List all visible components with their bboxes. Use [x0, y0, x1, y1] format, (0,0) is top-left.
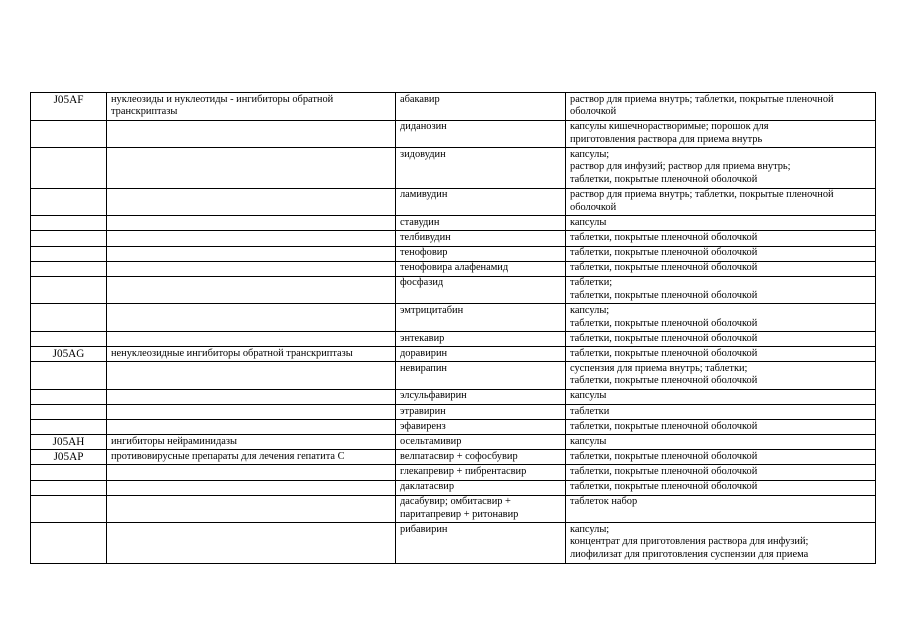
atc-code-cell — [31, 276, 107, 304]
dosage-form-line: капсулы; — [570, 523, 610, 535]
dosage-form-cell — [566, 480, 876, 495]
drug-name-line: рибавирин — [400, 523, 448, 535]
dosage-form-cell — [566, 465, 876, 480]
drug-name-cell — [396, 420, 566, 435]
dosage-form-cell — [566, 347, 876, 362]
table-row — [31, 420, 876, 435]
drug-name-cell — [396, 148, 566, 188]
dosage-form-line: раствор для инфузий; раствор для приема внутрь; — [570, 161, 791, 173]
drug-name-cell — [396, 188, 566, 216]
atc-code-cell — [31, 495, 107, 523]
table-row — [31, 523, 876, 563]
pharmacological-group-cell — [107, 480, 396, 495]
atc-code-cell — [31, 465, 107, 480]
table-row — [31, 362, 876, 390]
atc-code-cell — [31, 216, 107, 231]
table-row — [31, 332, 876, 347]
table-row — [31, 261, 876, 276]
drug-name-cell — [396, 347, 566, 362]
dosage-form-cell — [566, 216, 876, 231]
drug-name-cell — [396, 246, 566, 261]
pharmacological-group-cell — [107, 246, 396, 261]
drug-name-line: невирапин — [400, 362, 447, 374]
atc-code-cell: J05AF — [31, 93, 107, 121]
dosage-form-line: таблетки, покрытые пленочной оболочкой — [570, 231, 758, 243]
table-row — [31, 435, 876, 450]
atc-code-cell — [31, 304, 107, 332]
pharmacological-group-cell — [107, 362, 396, 390]
dosage-form-cell — [566, 420, 876, 435]
pharmacological-group-cell — [107, 420, 396, 435]
dosage-form-cell — [566, 435, 876, 450]
dosage-form-line: таблеток набор — [570, 496, 638, 508]
dosage-form-line: таблетки, покрытые пленочной оболочкой — [570, 420, 758, 432]
pharmacological-group-cell — [107, 389, 396, 404]
drug-name-line: эмтрицитабин — [400, 304, 464, 316]
dosage-form-cell — [566, 523, 876, 563]
pharmacological-group-cell — [107, 231, 396, 246]
drug-list-table — [30, 92, 876, 564]
drug-name-cell — [396, 120, 566, 148]
drug-name-line: глекапревир + пибрентасвир — [400, 465, 527, 477]
dosage-form-line: таблетки, покрытые пленочной оболочкой — [570, 465, 758, 477]
atc-code-cell — [31, 231, 107, 246]
table-row — [31, 148, 876, 188]
drug-name-line: даклатасвир — [400, 481, 455, 493]
atc-code-cell — [31, 120, 107, 148]
table-row — [31, 246, 876, 261]
dosage-form-line: таблетки, покрытые пленочной оболочкой — [570, 247, 758, 259]
dosage-form-line: капсулы; — [570, 148, 610, 160]
drug-name-cell — [396, 480, 566, 495]
table-row — [31, 450, 876, 465]
dosage-form-line: капсулы — [570, 390, 607, 402]
drug-name-cell — [396, 276, 566, 304]
table-row — [31, 347, 876, 362]
pharmacological-group-cell — [107, 304, 396, 332]
drug-name-cell — [396, 389, 566, 404]
atc-code-cell: J05AH — [31, 435, 107, 450]
drug-name-line: доравирин — [400, 347, 448, 359]
table-row — [31, 231, 876, 246]
dosage-form-line: оболочкой — [570, 201, 617, 213]
table-row — [31, 480, 876, 495]
dosage-form-cell — [566, 93, 876, 121]
table-row — [31, 495, 876, 523]
dosage-form-line: суспензия для приема внутрь; таблетки; — [570, 362, 748, 374]
dosage-form-line: таблетки, покрытые пленочной оболочкой — [570, 289, 758, 301]
atc-code-cell — [31, 405, 107, 420]
atc-code-cell — [31, 480, 107, 495]
pharmacological-group-cell — [107, 465, 396, 480]
dosage-form-cell — [566, 148, 876, 188]
dosage-form-line: приготовления раствора для приема внутрь — [570, 133, 763, 145]
pharmacological-group-cell — [107, 332, 396, 347]
dosage-form-line: капсулы — [570, 435, 607, 447]
dosage-form-cell — [566, 304, 876, 332]
drug-name-line: тенофовира алафенамид — [400, 262, 509, 274]
drug-name-line: ставудин — [400, 216, 440, 228]
dosage-form-line: раствор для приема внутрь; таблетки, покрытые пленочной — [570, 93, 834, 105]
dosage-form-cell — [566, 332, 876, 347]
dosage-form-cell — [566, 276, 876, 304]
pharmacological-group-cell — [107, 188, 396, 216]
dosage-form-line: таблетки, покрытые пленочной оболочкой — [570, 347, 758, 359]
drug-name-cell — [396, 261, 566, 276]
dosage-form-line: лиофилизат для приготовления суспензии для приема — [570, 549, 809, 560]
dosage-form-cell — [566, 261, 876, 276]
pharmacological-group-cell — [107, 495, 396, 523]
atc-code-cell — [31, 332, 107, 347]
pharmacological-group-cell: ненуклеозидные ингибиторы обратной транскриптазы — [107, 347, 396, 362]
drug-name-line: велпатасвир + софосбувир — [400, 450, 518, 462]
drug-name-cell — [396, 231, 566, 246]
pharmacological-group-cell: противовирусные препараты для лечения гепатита C — [107, 450, 396, 465]
drug-name-line: эфавиренз — [400, 420, 446, 432]
drug-name-cell — [396, 332, 566, 347]
dosage-form-line: таблетки, покрытые пленочной оболочкой — [570, 332, 758, 344]
table-row — [31, 216, 876, 231]
drug-name-line: дасабувир; омбитасвир + — [400, 496, 511, 508]
dosage-form-cell — [566, 120, 876, 148]
atc-code-cell: J05AG — [31, 347, 107, 362]
atc-code-cell — [31, 148, 107, 188]
atc-code-cell — [31, 246, 107, 261]
dosage-form-line: таблетки, покрытые пленочной оболочкой — [570, 317, 758, 329]
dosage-form-cell — [566, 495, 876, 523]
drug-name-line: абакавир — [400, 93, 440, 105]
drug-name-line: элсульфавирин — [400, 390, 467, 402]
pharmacological-group-cell — [107, 216, 396, 231]
dosage-form-line: концентрат для приготовления раствора для инфузий; — [570, 536, 809, 548]
dosage-form-line: таблетки, покрытые пленочной оболочкой — [570, 481, 758, 493]
pharmacological-group-cell: ингибиторы нейраминидазы — [107, 435, 396, 450]
drug-name-line: зидовудин — [400, 148, 446, 160]
dosage-form-cell — [566, 450, 876, 465]
drug-name-line: диданозин — [400, 121, 447, 133]
dosage-form-cell — [566, 231, 876, 246]
drug-name-cell — [396, 465, 566, 480]
table-row — [31, 276, 876, 304]
table-row — [31, 389, 876, 404]
pharmacological-group-cell — [107, 276, 396, 304]
drug-name-line: осельтамивир — [400, 435, 462, 447]
atc-code-cell — [31, 362, 107, 390]
dosage-form-line: раствор для приема внутрь; таблетки, покрытые пленочной — [570, 189, 834, 201]
dosage-form-line: таблетки, покрытые пленочной оболочкой — [570, 174, 758, 186]
pharmacological-group-cell — [107, 261, 396, 276]
dosage-form-line: таблетки — [570, 405, 610, 417]
drug-name-cell — [396, 304, 566, 332]
atc-code-cell — [31, 389, 107, 404]
table-row — [31, 93, 876, 121]
dosage-form-cell — [566, 188, 876, 216]
dosage-form-line: таблетки, покрытые пленочной оболочкой — [570, 375, 758, 387]
drug-name-cell — [396, 93, 566, 121]
drug-name-cell — [396, 405, 566, 420]
drug-name-cell — [396, 216, 566, 231]
drug-name-cell — [396, 362, 566, 390]
dosage-form-line: таблетки, покрытые пленочной оболочкой — [570, 450, 758, 462]
document-page — [30, 92, 875, 564]
atc-code-cell — [31, 188, 107, 216]
drug-name-line: энтекавир — [400, 332, 445, 344]
table-row — [31, 304, 876, 332]
drug-name-cell — [396, 495, 566, 523]
dosage-form-cell — [566, 246, 876, 261]
pharmacological-group-cell — [107, 405, 396, 420]
drug-name-line: ламивудин — [400, 189, 448, 201]
atc-code-cell: J05AP — [31, 450, 107, 465]
drug-name-line: телбивудин — [400, 231, 451, 243]
pharmacological-group-cell — [107, 148, 396, 188]
pharmacological-group-cell: нуклеозиды и нуклеотиды - ингибиторы обратной транскриптазы — [107, 93, 396, 121]
atc-code-cell — [31, 261, 107, 276]
table-body — [31, 93, 876, 564]
drug-name-line: этравирин — [400, 405, 446, 417]
drug-name-cell — [396, 450, 566, 465]
drug-name-line: фосфазид — [400, 277, 444, 289]
pharmacological-group-cell — [107, 120, 396, 148]
dosage-form-line: оболочкой — [570, 106, 617, 118]
dosage-form-line: капсулы; — [570, 304, 610, 316]
drug-name-line: паритапревир + ритонавир — [400, 508, 519, 520]
drug-name-cell — [396, 435, 566, 450]
atc-code-cell — [31, 523, 107, 563]
atc-code-cell — [31, 420, 107, 435]
dosage-form-cell — [566, 389, 876, 404]
dosage-form-cell — [566, 405, 876, 420]
pharmacological-group-cell — [107, 523, 396, 563]
table-row — [31, 465, 876, 480]
table-row — [31, 188, 876, 216]
dosage-form-line: капсулы — [570, 216, 607, 228]
table-row — [31, 405, 876, 420]
drug-name-line: тенофовир — [400, 247, 448, 259]
dosage-form-line: таблетки; — [570, 277, 613, 289]
dosage-form-cell — [566, 362, 876, 390]
drug-name-cell — [396, 523, 566, 563]
dosage-form-line: капсулы кишечнорастворимые; порошок для — [570, 121, 769, 133]
table-row — [31, 120, 876, 148]
dosage-form-line: таблетки, покрытые пленочной оболочкой — [570, 262, 758, 274]
